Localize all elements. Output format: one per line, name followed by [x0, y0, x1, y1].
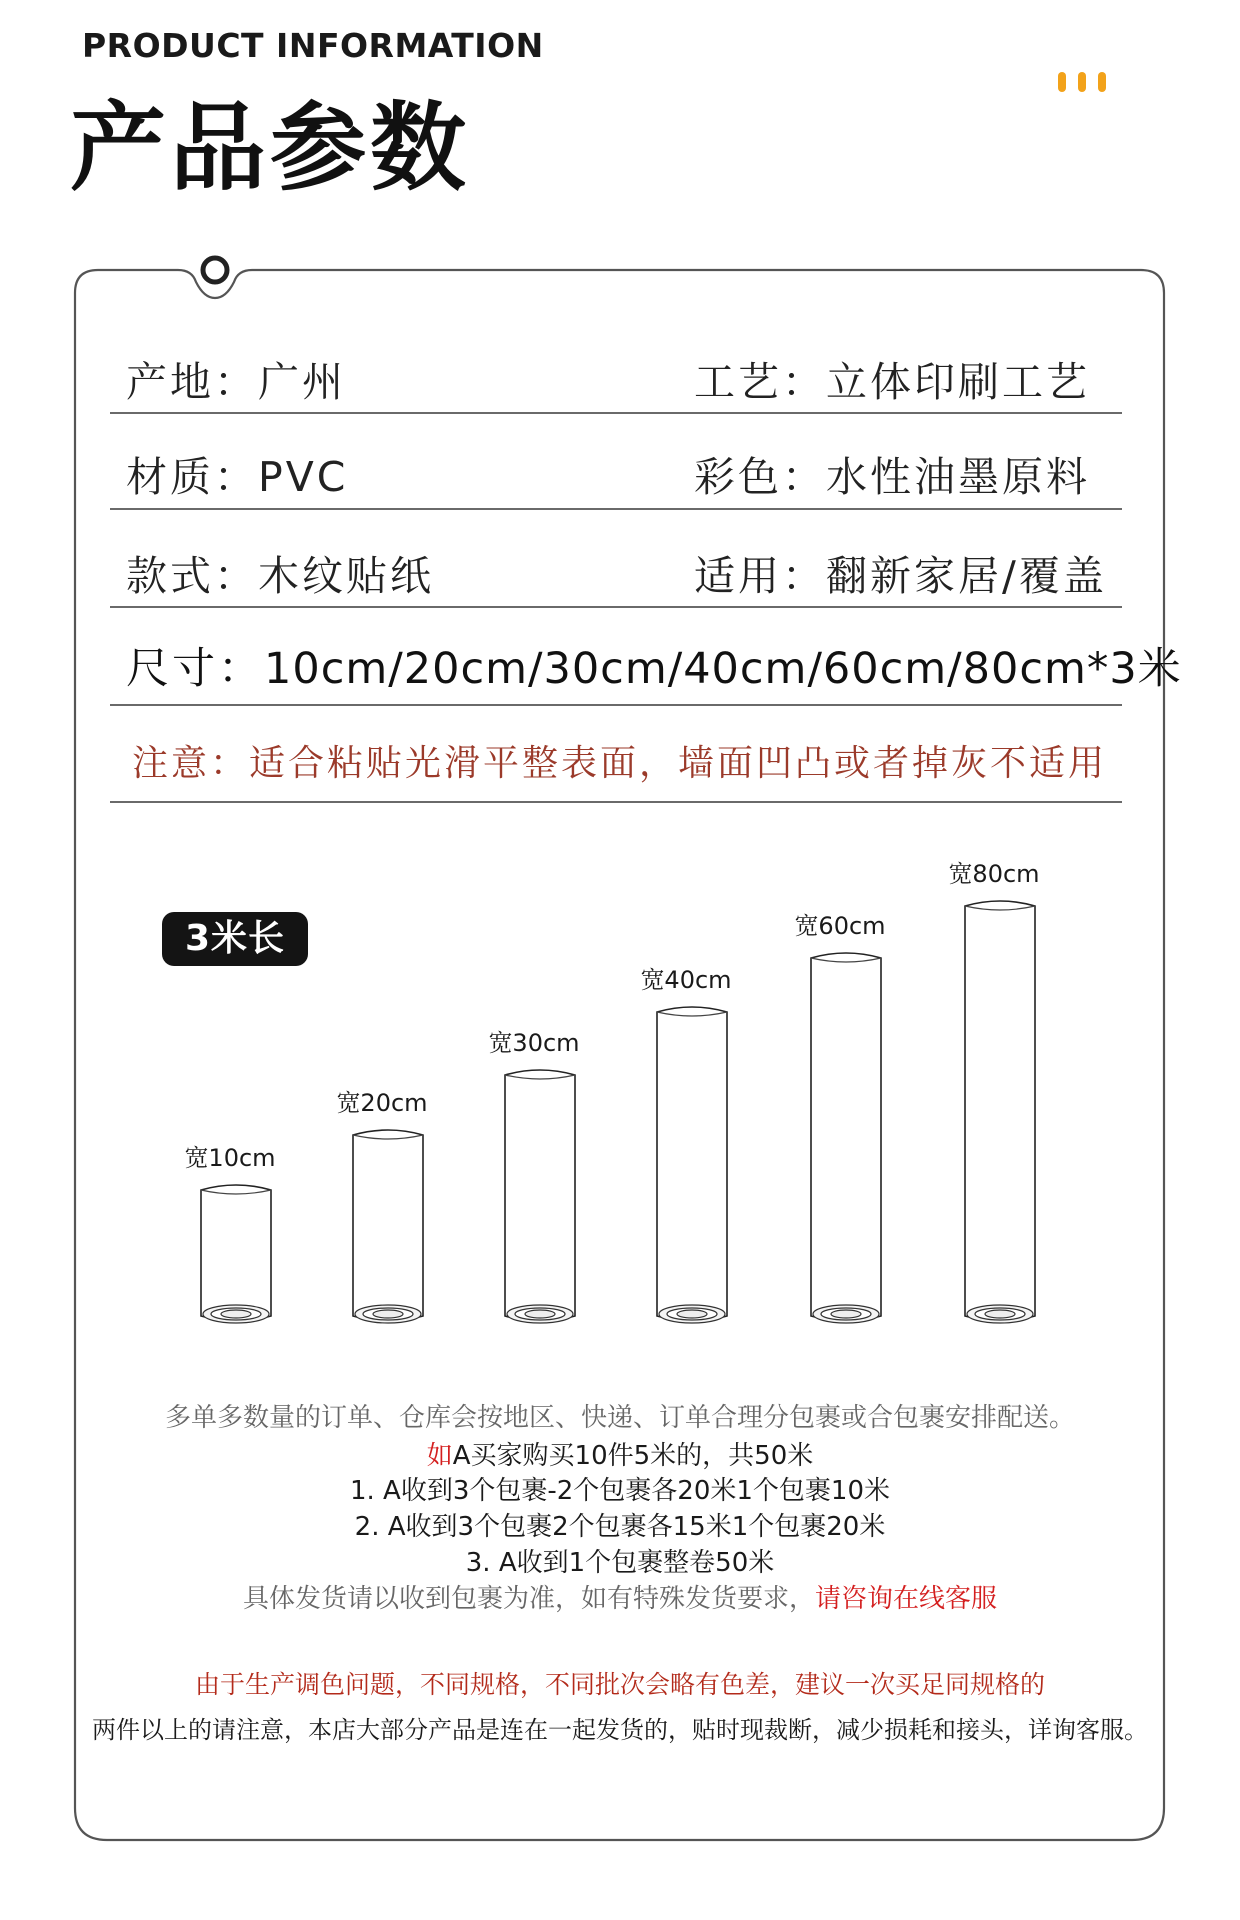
spec-material-value: PVC	[258, 453, 349, 501]
roll-core-ring	[373, 1310, 403, 1318]
shipping-final-text: 具体发货请以收到包裹为准，如有特殊发货要求，	[242, 1584, 815, 1614]
spec-color-label: 彩色：	[694, 453, 826, 501]
roll-body	[965, 901, 1035, 1321]
roll-40cm	[657, 1007, 727, 1323]
roll-20cm	[353, 1130, 423, 1323]
roll-body	[811, 953, 881, 1321]
spec-craft-value: 立体印刷工艺	[826, 358, 1090, 406]
roll-width-label: 宽80cm	[948, 860, 1040, 888]
example-text: A买家购买10件5米的，共50米	[452, 1441, 814, 1471]
spec-origin-value: 广州	[258, 358, 346, 406]
roll-body	[353, 1130, 423, 1321]
roll-width-label: 宽30cm	[488, 1029, 580, 1057]
spec-size-value: 10cm/20cm/30cm/40cm/60cm/80cm*3米	[264, 644, 1182, 694]
example-prefix: 如	[426, 1441, 453, 1471]
online-service-link[interactable]: 请咨询在线客服	[815, 1584, 998, 1614]
spec-usage-value: 翻新家居/覆盖	[826, 552, 1107, 600]
roll-width-label: 宽60cm	[794, 912, 886, 940]
shipping-final	[0, 1586, 1240, 1612]
roll-width-label: 宽10cm	[184, 1144, 276, 1172]
spec-style-label: 款式：	[126, 552, 258, 600]
spec-material-label: 材质：	[126, 453, 258, 501]
color-note-line-1: 由于生产调色问题，不同规格，不同批次会略有色差，建议一次买足同规格的	[194, 1670, 1045, 1699]
shipping-case-1: 1. A收到3个包裹-2个包裹各20米1个包裹10米	[349, 1476, 891, 1506]
roll-width-label: 宽40cm	[640, 966, 732, 994]
roll-core-ring	[831, 1310, 861, 1318]
roll-core-ring	[525, 1310, 555, 1318]
shipping-example	[0, 1443, 1240, 1469]
spec-origin-label: 产地：	[126, 358, 258, 406]
shipping-case-2: 2. A收到3个包裹2个包裹各15米1个包裹20米	[354, 1512, 886, 1542]
color-note-line-2: 两件以上的请注意，本店大部分产品是连在一起发货的，贴时现裁断，减少损耗和接头，详询客服。	[92, 1716, 1148, 1744]
spec-size-label: 尺寸：	[126, 644, 264, 694]
usage-notice: 注意：适合粘贴光滑平整表面，墙面凹凸或者掉灰不适用	[132, 743, 1108, 784]
shipping-case-3: 3. A收到1个包裹整卷50米	[465, 1548, 775, 1578]
roll-body	[201, 1185, 271, 1321]
page-title: 产品参数	[70, 92, 470, 204]
roll-10cm	[201, 1185, 271, 1323]
roll-core-ring	[221, 1310, 251, 1318]
roll-core-ring	[985, 1310, 1015, 1318]
roll-30cm	[505, 1070, 575, 1323]
spec-color-value: 水性油墨原料	[826, 453, 1090, 501]
shipping-info-line: 多单多数量的订单、仓库会按地区、快递、订单合理分包裹或合包裹安排配送。	[164, 1403, 1075, 1433]
roll-width-label: 宽20cm	[336, 1089, 428, 1117]
spec-craft-label: 工艺：	[694, 358, 826, 406]
roll-body	[657, 1007, 727, 1321]
roll-body	[505, 1070, 575, 1321]
roll-60cm	[811, 953, 881, 1323]
length-badge: 3米长	[162, 912, 308, 966]
roll-80cm	[965, 901, 1035, 1323]
spec-usage-label: 适用：	[694, 552, 826, 600]
roll-core-ring	[677, 1310, 707, 1318]
spec-style-value: 木纹贴纸	[258, 552, 434, 600]
section-eyebrow: PRODUCT INFORMATION	[82, 26, 544, 65]
